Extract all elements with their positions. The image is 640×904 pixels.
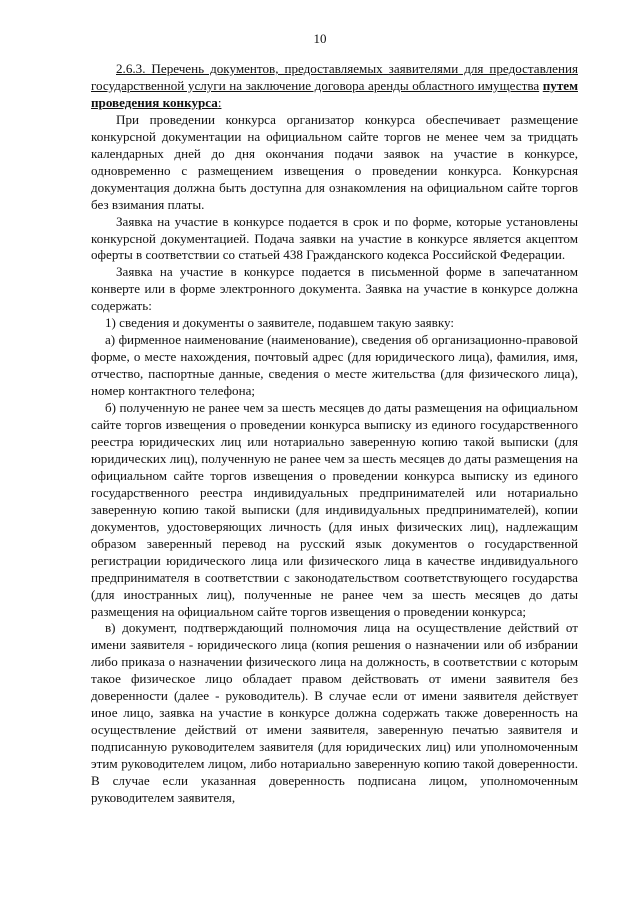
paragraph-contest-documentation: При проведении конкурса организатор конкурса обеспечивает размещение конкурсной документации на официальном сайте торгов не менее чем за тридцать календарных дней до дня окончания подачи заявок на участие в конкурсе, одновременно с размещением извещения о проведении конкурса. Конкурсная документация должна быть доступна для ознакомления на официальном сайте торгов без взимания платы. — [91, 111, 578, 212]
list-item-v: в) документ, подтверждающий полномочия лица на осуществление действий от имени заявителя - юридического лица (копия решения о назначении или об избрании либо приказа о назначении физического лица на должность, в соответствии с которым такое физическое лицо обладает правом действовать от имени заявителя без доверенности (далее - руководитель). В случае если от имени заявителя действует иное лицо, заявка на участие в конкурсе должна содержать также доверенность на осуществление действий от имени заявителя, заверенную печатью заявителя и подписанную руководителем заявителя (для юридических лиц) или уполномоченным этим руководителем лицом, либо нотариально заверенную копию такой доверенности. В случае если указанная доверенность подписана лицом, уполномоченным руководителем заявителя, — [91, 620, 578, 805]
section-heading-emphasis: путем проведения конкурса — [91, 77, 578, 110]
page-content — [91, 61, 578, 807]
paragraph-application-terms: Заявка на участие в конкурсе подается в срок и по форме, которые установлены конкурсной документацией. Подача заявки на участие в конкурсе является акцептом оферты в соответствии со статьей 438 Гражданского кодекса Российской Федерации. — [91, 213, 578, 263]
section-heading-lead: 2.6.3. Перечень документов, предоставляемых заявителями для предоставления государственной услуги на заключение договора аренды областного имущества — [91, 61, 578, 93]
list-item-1: 1) сведения и документы о заявителе, подавшем такую заявку: — [105, 315, 455, 331]
page-number: 10 — [313, 31, 327, 46]
list-item-a: а) фирменное наименование (наименование), сведения об организационно-правовой форме, о месте нахождения, почтовый адрес (для юридического лица), фамилия, имя, отчество, паспортные данные, сведения о месте жительства (для физического лица), номер контактного телефона; — [91, 332, 578, 399]
list-item-b: б) полученную не ранее чем за шесть месяцев до даты размещения на официальном сайте торгов извещения о проведении конкурса выписку из единого государственного реестра юридических лиц или нотариально заверенную копию такой выписки (для юридических лиц), полученную не ранее чем за шесть месяцев до даты размещения на официальном сайте торгов извещения о проведении конкурса выписку из единого государственного реестра индивидуальных предпринимателей или нотариально заверенную копию такой выписки (для индивидуальных предпринимателей), копии документов, удостоверяющих личность (для иных физических лиц), надлежащим образом заверенный перевод на русский язык документов о государственной регистрации юридического лица или физического лица в качестве индивидуального предпринимателя в соответствии с законодательством соответствующего государства (для иностранных лиц), полученные не ранее чем за шесть месяцев до даты размещения на официальном сайте торгов извещения о проведении конкурса; — [91, 400, 578, 619]
section-heading-colon: : — [217, 94, 222, 110]
section-heading — [91, 61, 578, 112]
paragraph-application-form: Заявка на участие в конкурсе подается в письменной форме в запечатанном конверте или в форме электронного документа. Заявка на участие в конкурсе должна содержать: — [91, 264, 578, 314]
